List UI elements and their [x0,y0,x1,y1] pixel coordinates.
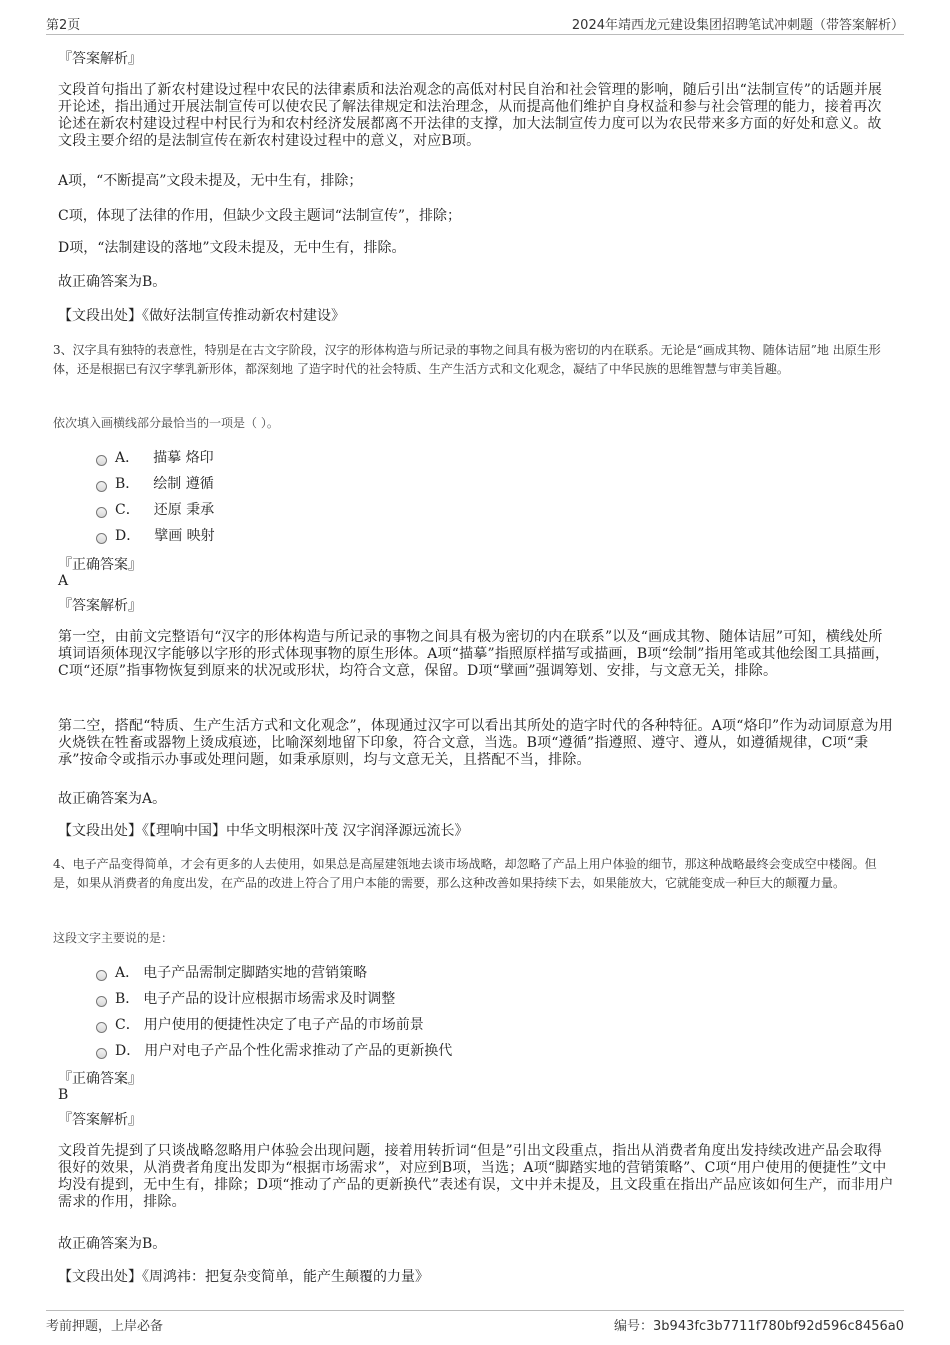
q2-analysis-label: 『答案解析』 [58,51,142,67]
page-footer [46,1310,904,1335]
option-text: 电子产品的设计应根据市场需求及时调整 [143,991,396,1007]
q3-answer: A [58,573,69,589]
q2-analysis-option-a: A项，“不断提高”文段未提及，无中生有，排除； [58,173,363,189]
radio-icon[interactable] [96,455,107,466]
q3-source: 【文段出处】《【理响中国】中华文明根深叶茂 汉字润泽源远流长》 [58,823,469,839]
q4-stem: 4、电子产品变得简单，才会有更多的人去使用，如果总是高屋建瓴地去谈市场战略，却忽略了产品上用户体验的细节，那这种战略最终会变成空中楼阁。但是，如果从消费者的角度出发，在产品的改进上符合了用户本能的需要，那么这种改善如果持续下去，如果能放大，它就能变成一种巨大的颠覆力量。 [53,857,877,890]
q3-conclusion: 故正确答案为A。 [58,791,167,807]
option-letter: C． [115,502,140,518]
q4-option-a[interactable] [96,959,452,985]
option-letter: D． [115,528,141,544]
radio-icon[interactable] [96,533,107,544]
q3-answer-label: 『正确答案』 [58,557,142,573]
option-letter: B． [115,476,140,492]
q3-analysis-label: 『答案解析』 [58,598,142,614]
q3-analysis-paragraph-1: 第一空，由前文完整语句“汉字的形体构造与所记录的事物之间具有极为密切的内在联系”以及“画成其物、随体诘屈”可知，横线处所填词语须体现汉字能够以字形的形式体现事物的原生形体。A项“描摹”指照原样描写或描画，B项“绘制”指用笔或其他绘图工具描画，C项“还原”指事物恢复到原来的状况或形状，均符合文意，保留。D项“擘画”强调筹划、安排，与文意无关，排除。 [58,629,890,679]
q4-answer-label: 『正确答案』 [58,1071,142,1087]
q3-option-a[interactable] [96,444,215,470]
q3-option-d[interactable] [96,522,215,548]
option-text: 用户对电子产品个性化需求推动了产品的更新换代 [144,1043,453,1059]
option-text: 电子产品需制定脚踏实地的营销策略 [143,965,368,981]
radio-icon[interactable] [96,1048,107,1059]
q4-prompt: 这段文字主要说的是： [53,931,174,945]
q4-conclusion: 故正确答案为B。 [58,1236,167,1252]
page-number: 第2页 [46,18,81,33]
page-header [46,14,904,35]
q3-prompt: 依次填入画横线部分最恰当的一项是（ ）。 [53,416,279,430]
q3-stem: 3、汉字具有独特的表意性，特别是在古文字阶段，汉字的形体构造与所记录的事物之间具有极为密切的内在联系。无论是“画成其物、随体诘屈”地 出原生形体，还是根据已有汉字孳乳新形体，都深刻地 了造字时代的社会特质、生产生活方式和文化观念，凝结了中华民族的思维智慧与审美旨趣。 [53,343,881,376]
footer-slogan: 考前押题，上岸必备 [46,1319,164,1334]
option-letter: A． [115,450,140,466]
option-text: 描摹 烙印 [153,450,214,466]
q4-analysis-label: 『答案解析』 [58,1112,142,1128]
q4-options [96,959,452,1063]
q4-option-b[interactable] [96,985,452,1011]
q4-source: 【文段出处】《周鸿祎：把复杂变简单，能产生颠覆的力量》 [58,1269,429,1285]
document-code: 编号：3b943fc3b7711f780bf92d596c8456a0 [614,1319,904,1334]
q2-analysis-option-c: C项，体现了法律的作用，但缺少文段主题词“法制宣传”，排除； [58,208,462,224]
option-letter: C． [115,1017,140,1033]
q3-option-b[interactable] [96,470,215,496]
option-text: 用户使用的便捷性决定了电子产品的市场前景 [143,1017,424,1033]
q2-analysis-paragraph: 文段首句指出了新农村建设过程中农民的法律素质和法治观念的高低对村民自治和社会管理的影响，随后引出“法制宣传”的话题并展开论述，指出通过开展法制宣传可以使农民了解法律规定和法治理念，从而提高他们维护自身权益和参与社会管理的能力，接着再次论述在新农村建设过程中村民行为和农村经济发展都离不开法律的支撑，加大法制宣传力度可以为农民带来多方面的好处和意义。故文段主要介绍的是法制宣传在新农村建设过程中的意义，对应B项。 [58,82,883,149]
q2-analysis-option-d: D项，“法制建设的落地”文段未提及，无中生有，排除。 [58,240,406,256]
option-text: 绘制 遵循 [153,476,214,492]
document-title: 2024年靖西龙元建设集团招聘笔试冲刺题（带答案解析） [571,18,904,33]
q3-analysis-paragraph-2: 第二空，搭配“特质、生产生活方式和文化观念”，体现通过汉字可以看出其所处的造字时代的各种特征。A项“烙印”作为动词原意为用火烧铁在牲畜或器物上烫成痕迹，比喻深刻地留下印象，符合文意，当选。B项“遵循”指遵照、遵守、遵从，如遵循规律，C项“秉承”按命令或指示办事或处理问题，如秉承原则，均与文意无关，且搭配不当，排除。 [58,718,893,768]
q4-option-d[interactable] [96,1037,452,1063]
q2-conclusion: 故正确答案为B。 [58,274,167,290]
radio-icon[interactable] [96,481,107,492]
q4-answer: B [58,1087,69,1103]
radio-icon[interactable] [96,996,107,1007]
q4-option-c[interactable] [96,1011,452,1037]
option-letter: D． [115,1043,141,1059]
q3-options [96,444,215,548]
option-text: 擘画 映射 [154,528,215,544]
option-letter: A． [115,965,140,981]
radio-icon[interactable] [96,1022,107,1033]
option-text: 还原 秉承 [153,502,215,518]
radio-icon[interactable] [96,507,107,518]
q3-option-c[interactable] [96,496,215,522]
radio-icon[interactable] [96,970,107,981]
q2-source: 【文段出处】《做好法制宣传推动新农村建设》 [58,308,345,324]
option-letter: B． [115,991,140,1007]
q4-analysis-paragraph: 文段首先提到了只谈战略忽略用户体验会出现问题，接着用转折词“但是”引出文段重点，指出从消费者角度出发持续改进产品会取得很好的效果，从消费者角度出发即为“根据市场需求”，对应到B项，当选；A项“脚踏实地的营销策略”、C项“用户使用的便捷性”文中均没有提到，无中生有，排除；D项“推动了产品的更新换代”表述有误，文中并未提及，且文段重在指出产品应该如何生产，而非用户需求的作用，排除。 [58,1143,894,1210]
